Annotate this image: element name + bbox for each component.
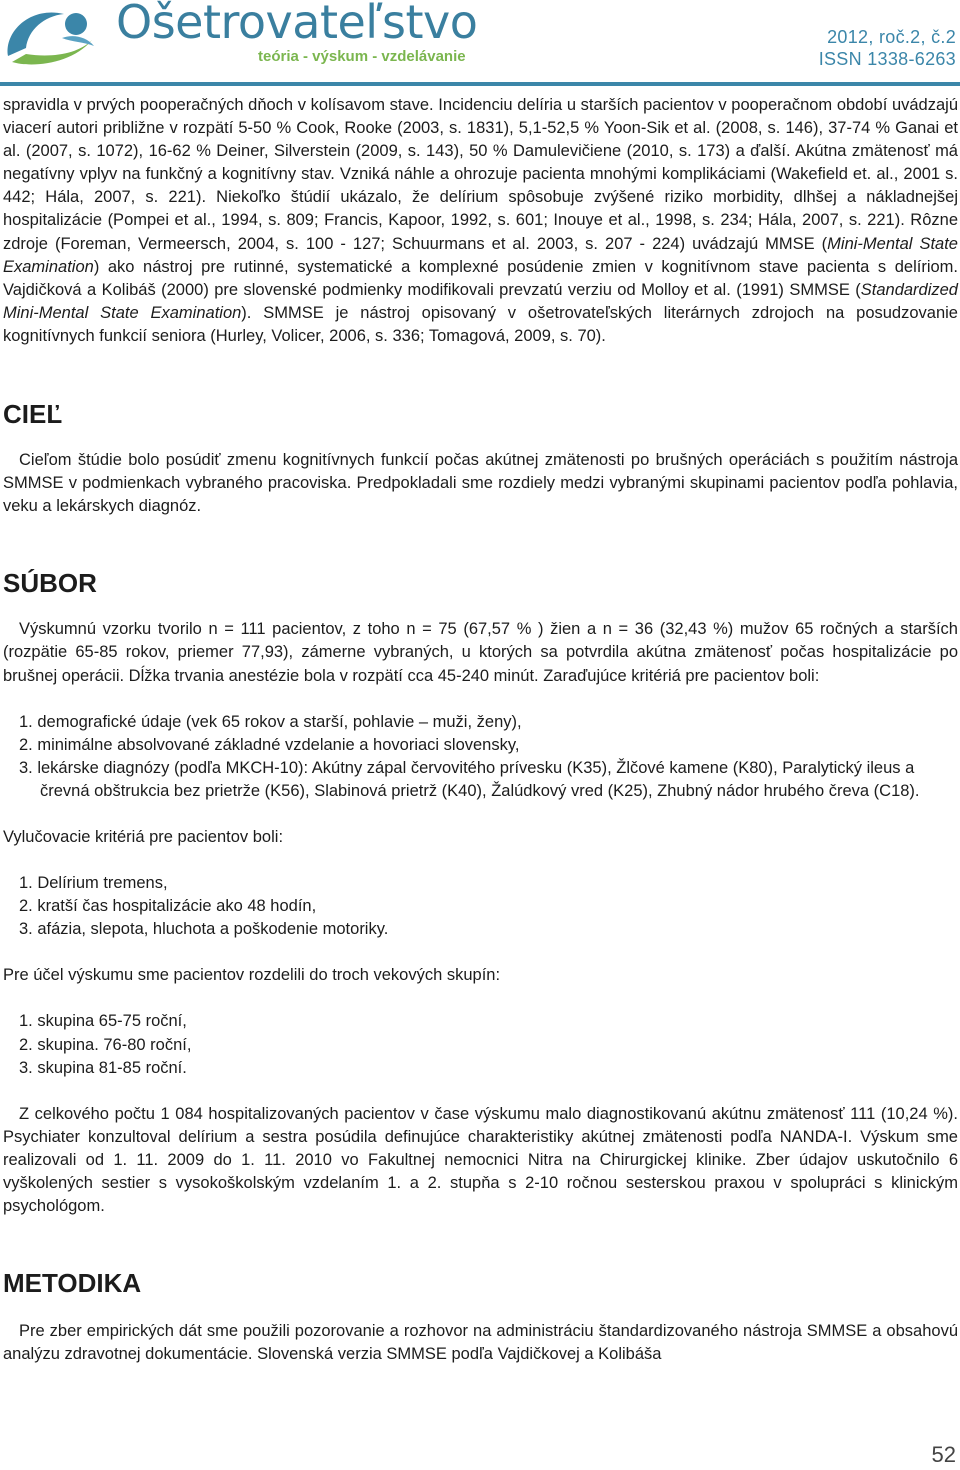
intro-text-b: ) ako nástroj pre rutinné, systematické a komplexné posúdenie zmien v kognitívnom stave pacienta s delíriom. Vajdičková a Kolibáš (2000) pre slovenské podmienky modifikovali prevzatú verziu od Molloy et al. (1991) SMMSE ( [3,257,958,299]
heading-ciel: CIEĽ [3,399,63,430]
inclusion-criterion: 3. lekárske diagnózy (podľa MKCH-10): Akútny zápal červovitého prívesku (K35), Žlčové kamene (K80), Paralytický ileus a črevná obštrukcia bez prietrže (K56), Slabinová prietrž (K40), Žalúdkový vred (K25), Zhubný nádor hrubého čreva (C18). [19,758,920,800]
age-group-item: 1. skupina 65-75 roční, [19,1012,187,1031]
age-group-item: 2. skupina. 76-80 roční, [19,1035,192,1054]
intro-italic-smmse: Standardized Mini-Mental State Examination [3,280,958,322]
issue-info [819,26,956,70]
metodika-paragraph: Pre zber empirických dát sme použili pozorovanie a rozhovor na administráciu štandardizovaného nástroja SMMSE a obsahovú analýzu zdravotnej dokumentácie. Slovenská verzia SMMSE podľa Vajdičkovej a Kolibáša [3,1322,958,1364]
intro-text-c: ). SMMSE je nástroj opisovaný v ošetrovateľských literárnych zdrojoch na posudzovanie kognitívnych funkcií seniora (Hurley, Volicer, 2006, s. 336; Tomagová, 2009, s. 70). [3,303,958,345]
ciel-paragraph: Cieľom štúdie bolo posúdiť zmenu kognitívnych funkcií počas akútnej zmätenosti po brušných operáciách s použitím nástroja SMMSE v podmienkach vybraného pracoviska. Predpokladali sme rozdiely medzi vybranými skupinami pacientov podľa pohlavia, veku a lekárskych diagnóz. [3,451,958,516]
subor-paragraph: Výskumnú vzorku tvorilo n = 111 pacientov, z toho n = 75 (67,57 % ) žien a n = 36 (32,43 %) mužov 65 ročných a starších (rozpätie 65-85 rokov, priemer 77,93), zámerne vybraných, u ktorých sa potvrdila akútna zmätenosť počas hospitalizácie po brušnej operácii. Dĺžka trvania anestézie bola v rozpätí cca 45-240 minút. Zaraďujúce kritériá pre pacientov boli: [3,620,958,685]
exclusion-intro: Vylučovacie kritériá pre pacientov boli: [3,827,284,846]
exclusion-criteria-list [3,872,958,941]
exclusion-criterion: 3. afázia, slepota, hluchota a poškodenie motoriky. [19,920,389,939]
journal-logo-icon [2,4,114,68]
subor-closing-paragraph: Z celkového počtu 1 084 hospitalizovaných pacientov v čase výskumu malo diagnostikovanú akútnu zmätenosť 111 (10,24 %). Psychiater konzultoval delírium a sestra posúdila definujúce charakteristiky akútnej zmätenosti podľa NANDA-I. Výskum sme realizovali od 1. 11. 2009 do 1. 11. 2010 vo Fakultnej nemocnici Nitra na Chirurgickej klinike. Zber údajov uskutočnilo 6 vyškolených sestier s vysokoškolským vzdelaním 1. a 2. stupňa s 2-10 ročnou sesterskou praxou v spolupráci s klinickým psychológom. [3,1104,958,1216]
exclusion-criterion: 2. kratší čas hospitalizácie ako 48 hodín, [19,897,317,916]
page-number: 52 [931,1442,956,1467]
heading-metodika: METODIKA [3,1268,142,1299]
inclusion-criterion: 1. demografické údaje (vek 65 rokov a starší, pohlavie – muži, ženy), [19,712,522,731]
age-group-item: 3. skupina 81-85 roční. [19,1058,187,1077]
inclusion-criteria-list [3,711,958,803]
exclusion-criterion: 1. Delírium tremens, [19,874,168,893]
header-rule [0,82,960,86]
article-body [3,94,958,1366]
intro-text-a: spravidla v prvých pooperačných dňoch v kolísavom stave. Incidenciu delíria u starších pacientov v pooperačnom období uvádzajú viacerí autori približne v rozpätí 5-50 % Cook, Rooke (2003, s. 1831), 5,1-52,5 % Yoon-Sik et al. (2008, s. 146), 37-74 % Ganai et al. (2007, s. 1072), 16-62 % Deiner, Silverstein (2009, s. 143), 50 % Damulevičiene (2010, s. 173) a ďalší. Akútna zmätenosť má negatívny vplyv na funkčný a kognitívny stav. Vzniká náhle a ohrozuje pacienta mnohými komplikáciami (Wakefield et. al., 2001 s. 442; Hála, 2007, s. 221). Niekoľko štúdií ukázalo, že delírium spôsobuje zvýšené riziko morbidity, dlhšej a nákladnejšej hospitalizácie (Pompei et al., 1994, s. 809; Francis, Kapoor, 1992, s. 601; Inouye et al., 1998, s. 234; Hála, 2007, s. 221). Rôzne zdroje (Foreman, Vermeersch, 2004, s. 100 - 127; Schuurmans et al. 2003, s. 207 - 224) uvádzajú MMSE ( [3,96,958,253]
journal-title: Ošetrovateľstvo [116,0,478,49]
journal-header [0,0,960,82]
journal-subtitle: teória - výskum - vzdelávanie [258,48,466,65]
age-groups-list [3,1010,958,1079]
heading-subor: SÚBOR [3,568,97,599]
issue-volume: 2012, roč.2, č.2 [827,27,956,47]
issue-issn: ISSN 1338-6263 [818,49,956,69]
inclusion-criterion: 2. minimálne absolvované základné vzdelanie a hovoriaci slovensky, [19,735,520,754]
intro-italic-mmse: Mini-Mental State Examination [3,234,958,276]
groups-intro: Pre účel výskumu sme pacientov rozdelili do troch vekových skupín: [3,966,501,985]
intro-paragraph [3,94,958,348]
